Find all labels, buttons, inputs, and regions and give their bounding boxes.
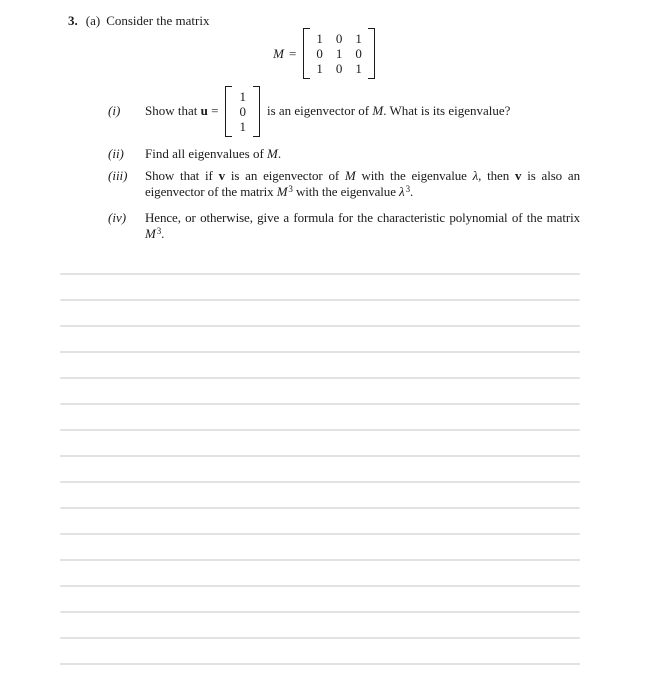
vector-column (232, 86, 253, 137)
matrix-cell: 0 (316, 46, 323, 61)
answer-rule-line (60, 611, 580, 613)
question-intro-text: Consider the matrix (106, 13, 210, 28)
subquestion-ii-label: (ii) (108, 146, 124, 161)
question-part-label: (a) (85, 13, 101, 28)
matrix-cell: 1 (316, 31, 323, 46)
matrix-cell: 1 (355, 31, 362, 46)
subquestion-iv-label: (iv) (108, 210, 127, 225)
answer-rule-line (60, 585, 580, 587)
subquestion-iii-label: (iii) (108, 168, 128, 183)
answer-rule-line (60, 351, 580, 353)
matrix-body (303, 28, 375, 79)
vector-u (225, 86, 260, 137)
answer-rule-line (60, 637, 580, 639)
vector-cell: 1 (239, 88, 246, 104)
subquestion-ii-text: Find all eigenvalues of M. (145, 146, 282, 161)
answer-rule-line (60, 533, 580, 535)
answer-rule-line (60, 325, 580, 327)
answer-rule-line (60, 481, 580, 483)
left-bracket (225, 86, 232, 137)
subquestion-iii (108, 168, 580, 201)
subquestion-iv (108, 210, 580, 243)
vector-cell: 0 (239, 103, 246, 119)
subquestion-i-post-text: is an eigenvector of M. What is its eigenvalue? (266, 103, 511, 119)
subquestion-iv-text: Hence, or otherwise, give a formula for the characteristic polynomial of the matrix $M^3$. (145, 210, 580, 241)
question-heading (68, 13, 209, 29)
answer-rule-line (60, 377, 580, 379)
subquestion-i-label: (i) (108, 103, 121, 118)
subquestion-iii-text: Show that if v is an eigenvector of M with the eigenvalue λ, then v is also an eigenvector of the matrix $M^3$ with the eigenvalue $\lambda^3$. (145, 168, 580, 199)
matrix-grid (310, 28, 368, 79)
answer-lines-area (60, 273, 580, 689)
matrix-variable: M (273, 45, 284, 61)
subquestion-i-pre-text: Show that u = (145, 103, 219, 119)
question-number: 3. (68, 13, 78, 28)
equals-sign: = (289, 45, 297, 61)
matrix-cell: 1 (316, 61, 323, 76)
answer-rule-line (60, 559, 580, 561)
answer-rule-line (60, 403, 580, 405)
answer-rule-line (60, 429, 580, 431)
answer-rule-line (60, 299, 580, 301)
matrix-cell: 0 (335, 31, 343, 46)
right-bracket (253, 86, 260, 137)
matrix-cell: 0 (335, 61, 343, 76)
matrix-cell: 1 (355, 61, 362, 76)
answer-rule-line (60, 663, 580, 665)
answer-rule-line (60, 455, 580, 457)
left-bracket (303, 28, 310, 79)
matrix-cell: 0 (355, 46, 362, 61)
vector-cell: 1 (239, 118, 246, 134)
matrix-cell: 1 (335, 46, 343, 61)
subquestion-i-text (145, 86, 510, 137)
subquestion-i (108, 84, 580, 138)
right-bracket (368, 28, 375, 79)
answer-rule-line (60, 507, 580, 509)
subquestion-ii (108, 146, 580, 162)
answer-rule-line (60, 273, 580, 275)
matrix-equation (0, 28, 648, 79)
